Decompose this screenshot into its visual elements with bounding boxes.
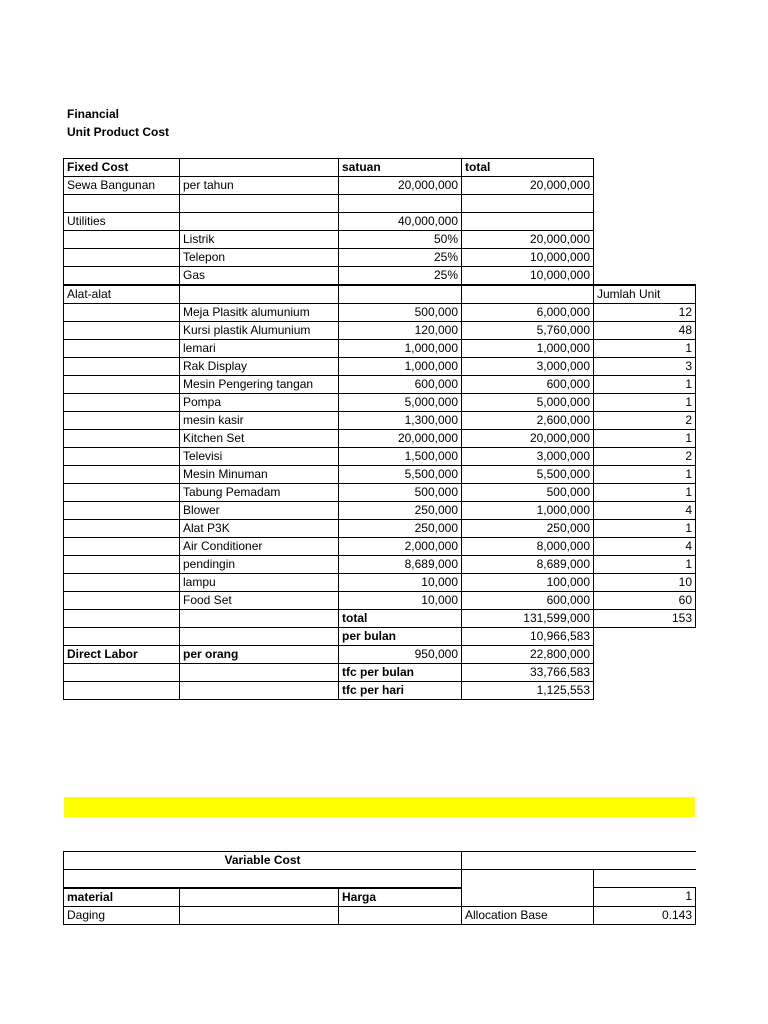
table-row bbox=[64, 412, 696, 430]
cell-empty[interactable] bbox=[462, 870, 594, 907]
sewa-total[interactable]: 20,000,000 bbox=[462, 177, 594, 195]
cell-empty[interactable] bbox=[64, 340, 180, 358]
cell-empty[interactable] bbox=[64, 304, 180, 322]
item-qty[interactable]: 1 bbox=[594, 556, 696, 574]
sheet-subtitle: Unit Product Cost bbox=[67, 125, 169, 139]
table-row bbox=[64, 195, 696, 213]
item-total[interactable]: 8,000,000 bbox=[462, 538, 594, 556]
cell-empty[interactable] bbox=[180, 664, 339, 682]
cell-empty[interactable] bbox=[64, 628, 180, 646]
table-row bbox=[64, 888, 696, 907]
table-row bbox=[64, 285, 696, 304]
item-satuan[interactable]: 10,000 bbox=[339, 574, 462, 592]
cell-empty[interactable] bbox=[180, 195, 339, 213]
cell-empty[interactable] bbox=[462, 213, 594, 231]
table-row bbox=[64, 628, 696, 646]
utility-satuan[interactable]: 25% bbox=[339, 249, 462, 267]
item-satuan[interactable]: 1,000,000 bbox=[339, 358, 462, 376]
tfc-bulan-value[interactable]: 33,766,583 bbox=[462, 664, 594, 682]
item-qty[interactable]: 1 bbox=[594, 466, 696, 484]
item-total[interactable]: 5,000,000 bbox=[462, 394, 594, 412]
cell-empty[interactable] bbox=[180, 285, 339, 304]
table-row bbox=[64, 646, 696, 664]
utility-total[interactable]: 20,000,000 bbox=[462, 231, 594, 249]
direct-labor-label[interactable]: Direct Labor bbox=[64, 646, 180, 664]
cell-empty[interactable] bbox=[64, 267, 180, 286]
allocation-label[interactable]: Allocation Base bbox=[462, 906, 594, 924]
table-row bbox=[64, 502, 696, 520]
cell-empty[interactable] bbox=[462, 195, 594, 213]
item-qty[interactable]: 1 bbox=[594, 394, 696, 412]
cell-empty[interactable] bbox=[339, 285, 462, 304]
cell-empty[interactable] bbox=[64, 412, 180, 430]
cell-empty[interactable] bbox=[64, 322, 180, 340]
table-row bbox=[64, 870, 696, 888]
item-total[interactable]: 1,000,000 bbox=[462, 502, 594, 520]
cell-blank bbox=[594, 628, 696, 646]
table-row bbox=[64, 592, 696, 610]
cell-empty[interactable] bbox=[180, 159, 339, 177]
cell-empty[interactable] bbox=[64, 394, 180, 412]
item-qty[interactable]: 1 bbox=[594, 520, 696, 538]
cell-empty[interactable] bbox=[180, 213, 339, 231]
item-qty[interactable]: 48 bbox=[594, 322, 696, 340]
table-row bbox=[64, 213, 696, 231]
item-total[interactable]: 1,000,000 bbox=[462, 340, 594, 358]
item-satuan[interactable]: 1,500,000 bbox=[339, 448, 462, 466]
item-name[interactable]: Pompa bbox=[180, 394, 339, 412]
table-row bbox=[64, 376, 696, 394]
cell-blank bbox=[594, 249, 696, 267]
item-name[interactable]: Televisi bbox=[180, 448, 339, 466]
item-satuan[interactable]: 1,000,000 bbox=[339, 340, 462, 358]
item-name[interactable]: Air Conditioner bbox=[180, 538, 339, 556]
table-row bbox=[64, 538, 696, 556]
table-row bbox=[64, 340, 696, 358]
item-name[interactable]: pendingin bbox=[180, 556, 339, 574]
item-name[interactable]: mesin kasir bbox=[180, 412, 339, 430]
cell-empty[interactable] bbox=[64, 448, 180, 466]
item-satuan[interactable]: 250,000 bbox=[339, 520, 462, 538]
table-row bbox=[64, 556, 696, 574]
item-name[interactable]: Kursi plastik Alumunium bbox=[180, 322, 339, 340]
cell-empty[interactable] bbox=[64, 520, 180, 538]
cell-empty[interactable] bbox=[64, 430, 180, 448]
item-name[interactable]: Mesin Pengering tangan bbox=[180, 376, 339, 394]
item-qty[interactable]: 3 bbox=[594, 358, 696, 376]
item-total[interactable]: 3,000,000 bbox=[462, 448, 594, 466]
table-row bbox=[64, 664, 696, 682]
item-qty[interactable]: 60 bbox=[594, 592, 696, 610]
table-row bbox=[64, 682, 696, 700]
table-row bbox=[64, 159, 696, 177]
satuan-header[interactable]: satuan bbox=[339, 159, 462, 177]
harga-label[interactable]: Harga bbox=[339, 888, 462, 907]
cell-blank bbox=[594, 159, 696, 177]
tfc-hari-value[interactable]: 1,125,553 bbox=[462, 682, 594, 700]
utility-total[interactable]: 10,000,000 bbox=[462, 249, 594, 267]
item-qty[interactable]: 1 bbox=[594, 484, 696, 502]
item-total[interactable]: 500,000 bbox=[462, 484, 594, 502]
cell-blank bbox=[594, 682, 696, 700]
item-qty[interactable]: 1 bbox=[594, 376, 696, 394]
item-total[interactable]: 3,000,000 bbox=[462, 358, 594, 376]
alat-label[interactable]: Alat-alat bbox=[64, 285, 180, 304]
tfc-bulan-label[interactable]: tfc per bulan bbox=[339, 664, 462, 682]
item-total[interactable]: 600,000 bbox=[462, 376, 594, 394]
cell-blank bbox=[594, 267, 696, 286]
utilities-label[interactable]: Utilities bbox=[64, 213, 180, 231]
utilities-satuan[interactable]: 40,000,000 bbox=[339, 213, 462, 231]
table-row bbox=[64, 484, 696, 502]
table-row bbox=[64, 610, 696, 628]
direct-labor-satuan[interactable]: 950,000 bbox=[339, 646, 462, 664]
item-name[interactable]: lemari bbox=[180, 340, 339, 358]
item-name[interactable]: Alat P3K bbox=[180, 520, 339, 538]
item-satuan[interactable]: 500,000 bbox=[339, 304, 462, 322]
table-row bbox=[64, 358, 696, 376]
fixed-cost-table bbox=[63, 158, 696, 700]
utility-satuan[interactable]: 25% bbox=[339, 267, 462, 286]
item-total[interactable]: 600,000 bbox=[462, 592, 594, 610]
item-qty[interactable]: 12 bbox=[594, 304, 696, 322]
item-satuan[interactable]: 2,000,000 bbox=[339, 538, 462, 556]
material-label[interactable]: material bbox=[64, 888, 180, 907]
alat-items bbox=[64, 304, 696, 610]
item-total[interactable]: 20,000,000 bbox=[462, 430, 594, 448]
item-qty[interactable]: 2 bbox=[594, 448, 696, 466]
total-header[interactable]: total bbox=[462, 159, 594, 177]
cell-empty[interactable] bbox=[64, 574, 180, 592]
table-row bbox=[64, 304, 696, 322]
sewa-satuan[interactable]: 20,000,000 bbox=[339, 177, 462, 195]
table-row bbox=[64, 231, 696, 249]
table-row bbox=[64, 430, 696, 448]
item-satuan[interactable]: 10,000 bbox=[339, 592, 462, 610]
total-label[interactable]: total bbox=[339, 610, 462, 628]
item-total[interactable]: 2,600,000 bbox=[462, 412, 594, 430]
variable-cost-table bbox=[63, 851, 696, 925]
item-name[interactable]: Mesin Minuman bbox=[180, 466, 339, 484]
cell-empty[interactable] bbox=[64, 664, 180, 682]
cell-empty[interactable] bbox=[64, 376, 180, 394]
cell-empty[interactable] bbox=[64, 249, 180, 267]
direct-labor-total[interactable]: 22,800,000 bbox=[462, 646, 594, 664]
cell-empty[interactable] bbox=[64, 466, 180, 484]
item-satuan[interactable]: 600,000 bbox=[339, 376, 462, 394]
item-name[interactable]: Rak Display bbox=[180, 358, 339, 376]
total-value[interactable]: 131,599,000 bbox=[462, 610, 594, 628]
per-bulan-value[interactable]: 10,966,583 bbox=[462, 628, 594, 646]
cell-empty[interactable] bbox=[180, 888, 339, 907]
item-satuan[interactable]: 5,000,000 bbox=[339, 394, 462, 412]
item-satuan[interactable]: 1,300,000 bbox=[339, 412, 462, 430]
item-name[interactable]: Blower bbox=[180, 502, 339, 520]
utility-name[interactable]: Listrik bbox=[180, 231, 339, 249]
table-row bbox=[64, 267, 696, 286]
item-qty[interactable]: 10 bbox=[594, 574, 696, 592]
cell-blank bbox=[594, 231, 696, 249]
utility-satuan[interactable]: 50% bbox=[339, 231, 462, 249]
cell-empty[interactable] bbox=[64, 610, 180, 628]
item-name[interactable]: Tabung Pemadam bbox=[180, 484, 339, 502]
utility-name[interactable]: Telepon bbox=[180, 249, 339, 267]
item-qty[interactable]: 1 bbox=[594, 340, 696, 358]
cell-blank bbox=[594, 195, 696, 213]
cell-empty[interactable] bbox=[180, 906, 339, 924]
table-row bbox=[64, 249, 696, 267]
cell-empty[interactable] bbox=[64, 195, 180, 213]
item-satuan[interactable]: 5,500,000 bbox=[339, 466, 462, 484]
cell-empty[interactable] bbox=[64, 682, 180, 700]
utility-total[interactable]: 10,000,000 bbox=[462, 267, 594, 286]
jumlah-unit-header[interactable]: Jumlah Unit bbox=[594, 285, 696, 304]
cell-empty[interactable] bbox=[64, 538, 180, 556]
item-total[interactable]: 5,760,000 bbox=[462, 322, 594, 340]
table-row bbox=[64, 906, 696, 924]
cell-empty[interactable] bbox=[64, 870, 462, 888]
cell-empty[interactable] bbox=[64, 358, 180, 376]
variable-cost-title[interactable]: Variable Cost bbox=[64, 852, 462, 870]
item-satuan[interactable]: 120,000 bbox=[339, 322, 462, 340]
cell-empty[interactable] bbox=[64, 556, 180, 574]
table-row bbox=[64, 852, 696, 870]
sheet-title: Financial bbox=[67, 107, 120, 121]
table-row bbox=[64, 394, 696, 412]
item-satuan[interactable]: 8,689,000 bbox=[339, 556, 462, 574]
cell-empty[interactable] bbox=[180, 610, 339, 628]
allocation-value[interactable]: 0.143 bbox=[594, 906, 696, 924]
item-name[interactable]: lampu bbox=[180, 574, 339, 592]
one-value[interactable]: 1 bbox=[594, 888, 696, 907]
cell-empty[interactable] bbox=[64, 592, 180, 610]
cell-empty[interactable] bbox=[462, 285, 594, 304]
cell-empty[interactable] bbox=[180, 682, 339, 700]
daging-label[interactable]: Daging bbox=[64, 906, 180, 924]
cell-empty[interactable] bbox=[339, 906, 462, 924]
table-row bbox=[64, 520, 696, 538]
sewa-label[interactable]: Sewa Bangunan bbox=[64, 177, 180, 195]
item-total[interactable]: 6,000,000 bbox=[462, 304, 594, 322]
cell-blank bbox=[594, 646, 696, 664]
sewa-unit[interactable]: per tahun bbox=[180, 177, 339, 195]
cell-empty[interactable] bbox=[339, 195, 462, 213]
highlight-band bbox=[64, 797, 695, 817]
utility-name[interactable]: Gas bbox=[180, 267, 339, 286]
direct-labor-unit[interactable]: per orang bbox=[180, 646, 339, 664]
item-satuan[interactable]: 250,000 bbox=[339, 502, 462, 520]
item-total[interactable]: 100,000 bbox=[462, 574, 594, 592]
table-row bbox=[64, 322, 696, 340]
cell-blank bbox=[594, 213, 696, 231]
item-satuan[interactable]: 20,000,000 bbox=[339, 430, 462, 448]
fixed-cost-header[interactable]: Fixed Cost bbox=[64, 159, 180, 177]
cell-empty[interactable] bbox=[462, 852, 696, 870]
tfc-hari-label[interactable]: tfc per hari bbox=[339, 682, 462, 700]
item-name[interactable]: Kitchen Set bbox=[180, 430, 339, 448]
item-name[interactable]: Food Set bbox=[180, 592, 339, 610]
cell-empty[interactable] bbox=[594, 870, 696, 888]
item-qty[interactable]: 1 bbox=[594, 430, 696, 448]
table-row bbox=[64, 177, 696, 195]
total-qty[interactable]: 153 bbox=[594, 610, 696, 628]
table-row bbox=[64, 574, 696, 592]
item-qty[interactable]: 2 bbox=[594, 412, 696, 430]
item-qty[interactable]: 4 bbox=[594, 502, 696, 520]
cell-empty[interactable] bbox=[180, 628, 339, 646]
cell-empty[interactable] bbox=[64, 231, 180, 249]
table-row bbox=[64, 448, 696, 466]
item-qty[interactable]: 4 bbox=[594, 538, 696, 556]
table-row bbox=[64, 466, 696, 484]
cell-blank bbox=[594, 177, 696, 195]
cell-empty[interactable] bbox=[64, 484, 180, 502]
item-total[interactable]: 8,689,000 bbox=[462, 556, 594, 574]
item-name[interactable]: Meja Plasitk alumunium bbox=[180, 304, 339, 322]
per-bulan-label[interactable]: per bulan bbox=[339, 628, 462, 646]
cell-empty[interactable] bbox=[64, 502, 180, 520]
cell-blank bbox=[594, 664, 696, 682]
item-satuan[interactable]: 500,000 bbox=[339, 484, 462, 502]
item-total[interactable]: 5,500,000 bbox=[462, 466, 594, 484]
item-total[interactable]: 250,000 bbox=[462, 520, 594, 538]
